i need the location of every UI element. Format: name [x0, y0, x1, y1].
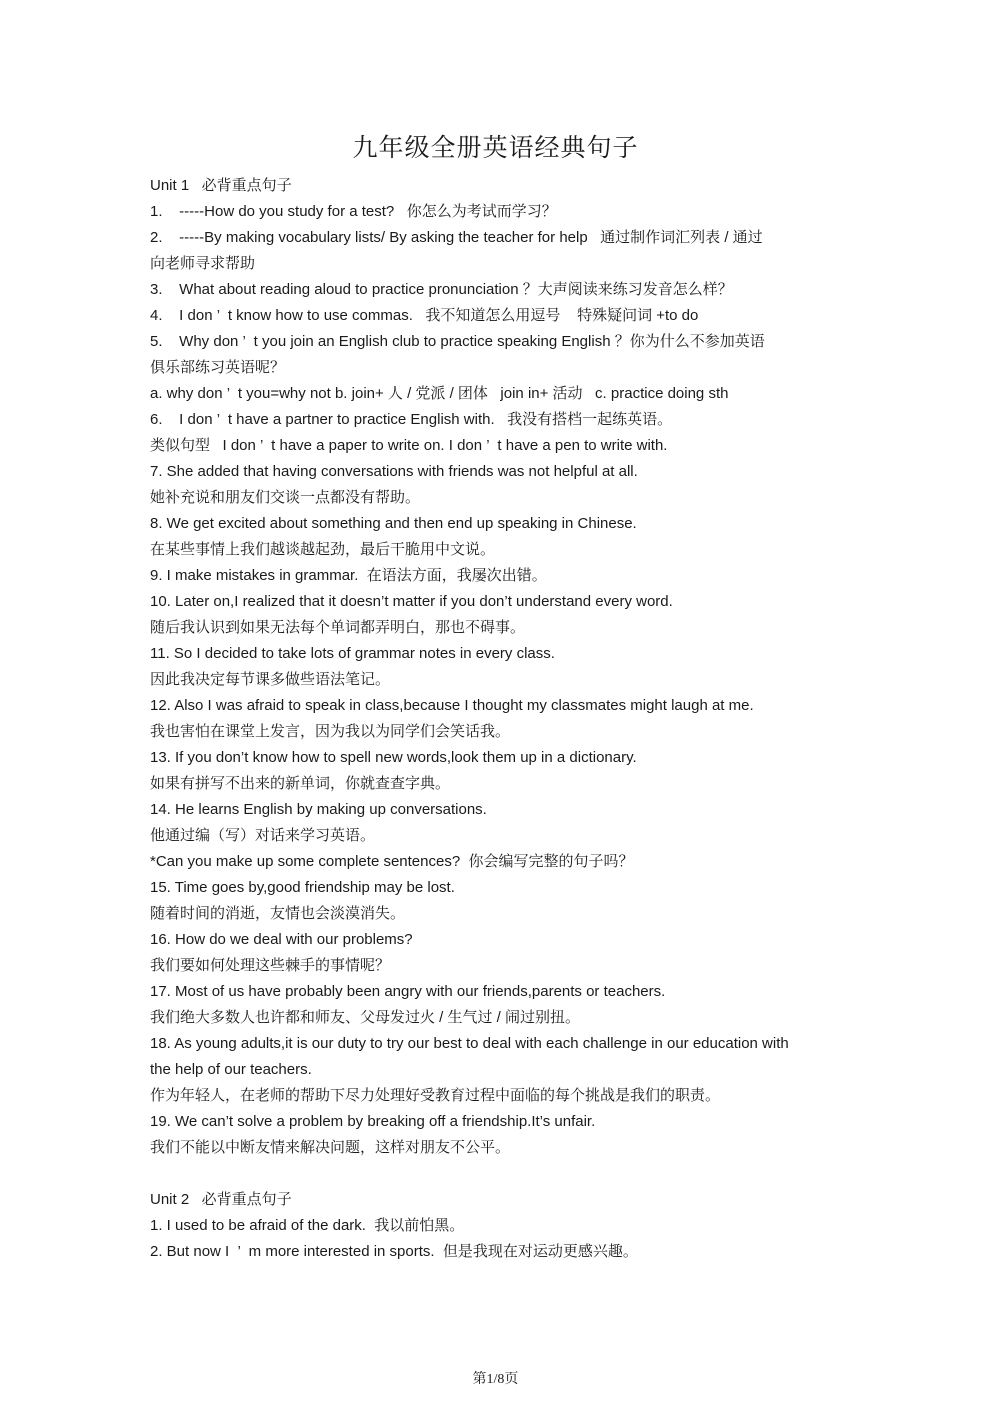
text-line: 1. -----How do you study for a test? 你怎么为考试而学习？ [150, 203, 557, 220]
document-title: 九年级全册英语经典句子 [352, 133, 639, 162]
text-line: 2. -----By making vocabulary lists/ By asking the teacher for help 通过制作词汇列表 / 通过 [150, 229, 763, 246]
text-line: 作为年轻人，在老师的帮助下尽力处理好受教育过程中面临的每个挑战是我们的职责。 [150, 1087, 721, 1104]
text-line: 7. She added that having conversations with friends was not helpful at all. [150, 463, 638, 480]
text-line: 2. But now I ’ m more interested in sports. 但是我现在对运动更感兴趣。 [150, 1243, 638, 1260]
text-line: 5. Why don ’ t you join an English club to practice speaking English ？你为什么不参加英语 [150, 333, 765, 350]
text-line: 16. How do we deal with our problems? [150, 931, 413, 948]
text-line: 19. We can’t solve a problem by breaking off a friendship.It’s unfair. [150, 1113, 596, 1130]
text-line: 俱乐部练习英语呢？ [150, 359, 286, 376]
text-line: 如果有拼写不出来的新单词，你就查查字典。 [150, 775, 451, 792]
text-line: *Can you make up some complete sentences? 你会编写完整的句子吗？ [150, 853, 634, 870]
text-line: 6. I don ’ t have a partner to practice English with. 我没有搭档一起练英语。 [150, 411, 673, 428]
text-line: 1. I used to be afraid of the dark. 我以前怕黑。 [150, 1217, 465, 1234]
text-line: 我也害怕在课堂上发言，因为我以为同学们会笑话我。 [150, 723, 511, 740]
text-line: 17. Most of us have probably been angry with our friends,parents or teachers. [150, 983, 666, 1000]
text-line: 我们绝大多数人也许都和师友、父母发过火 / 生气过 / 闹过别扭。 [150, 1009, 581, 1026]
text-line: 10. Later on,I realized that it doesn’t matter if you don’t understand every word. [150, 593, 673, 610]
text-line: 向老师寻求帮助 [150, 255, 256, 272]
text-line: 在某些事情上我们越谈越起劲，最后干脆用中文说。 [150, 541, 496, 558]
text-line: 11. So I decided to take lots of grammar notes in every class. [150, 645, 555, 662]
text-line: 3. What about reading aloud to practice pronunciation ？大声阅读来练习发音怎么样？ [150, 281, 733, 298]
text-line: 4. I don ’ t know how to use commas. 我不知道怎么用逗号 特殊疑问词 +to do [150, 307, 699, 324]
text-line: 8. We get excited about something and then end up speaking in Chinese. [150, 515, 637, 532]
page-number: 第1/8页 [472, 1372, 519, 1387]
text-line: 随着时间的消逝，友情也会淡漠消失。 [150, 905, 406, 922]
text-line: Unit 1 必背重点句子 [150, 177, 292, 194]
text-line: 他通过编（写）对话来学习英语。 [150, 827, 376, 844]
text-line: 因此我决定每节课多做些语法笔记。 [150, 671, 391, 688]
text-line: 我们要如何处理这些棘手的事情呢？ [150, 957, 391, 974]
text-line: 9. I make mistakes in grammar. 在语法方面，我屡次出错。 [150, 567, 547, 584]
text-line: 14. He learns English by making up conversations. [150, 801, 487, 818]
text-line: the help of our teachers. [150, 1061, 312, 1078]
text-line: 15. Time goes by,good friendship may be lost. [150, 879, 455, 896]
document-body [150, 174, 850, 1266]
text-line: 类似句型 I don ’ t have a paper to write on. I don ’ t have a pen to write with. [150, 437, 668, 454]
text-line: Unit 2 必背重点句子 [150, 1191, 292, 1208]
text-line: 随后我认识到如果无法每个单词都弄明白，那也不碍事。 [150, 619, 526, 636]
text-line [150, 1162, 850, 1188]
text-line: 13. If you don’t know how to spell new words,look them up in a dictionary. [150, 749, 637, 766]
text-line: 18. As young adults,it is our duty to try our best to deal with each challenge in our education with [150, 1035, 789, 1052]
text-line: 她补充说和朋友们交谈一点都没有帮助。 [150, 489, 421, 506]
text-line: 我们不能以中断友情来解决问题，这样对朋友不公平。 [150, 1139, 511, 1156]
text-line: a. why don ’ t you=why not b. join+ 人 / 党派 / 团体 join in+ 活动 c. practice doing sth [150, 385, 729, 402]
text-line: 12. Also I was afraid to speak in class,because I thought my classmates might laugh at me. [150, 697, 754, 714]
